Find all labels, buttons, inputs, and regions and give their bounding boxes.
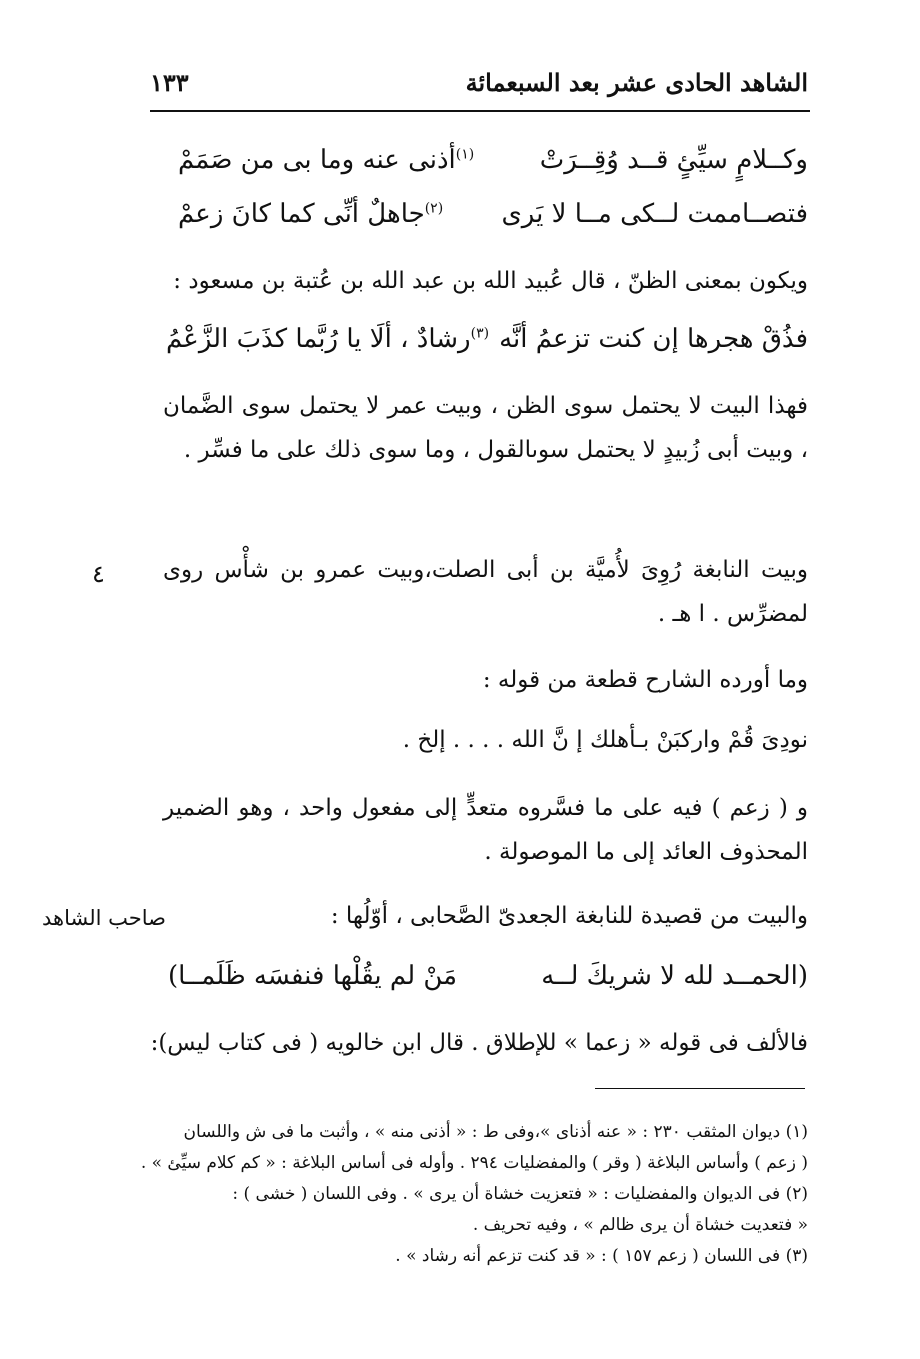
margin-number: ٤	[92, 560, 105, 588]
paragraph-grammar: و ( زعم ) فيه على ما فسَّروه متعدٍّ إلى مفعول واحد ، وهو الضمير المحذوف العائد إلى ما الموصولة .	[163, 795, 808, 865]
verse-4-first-hemistich: (الحمــد لله لا شريكَ لــه	[541, 961, 808, 991]
footnote-1-line-1: (١) ديوان المثقب ٢٣٠ : « عنه أذناى »،وفى ط : « أذنى منه » ، وأثبت ما فى ش واللسان	[183, 1122, 808, 1142]
footnote-3: (٣) فى اللسان ( زعم ١٥٧ ) : « قد كنت تزعم أنه رشاد » .	[395, 1246, 808, 1266]
footnote-rule	[595, 1088, 805, 1089]
margin-label: صاحب الشاهد	[42, 906, 166, 930]
verse-2-second-hemistich	[178, 199, 443, 229]
verse-2-second-text: جاهلٌ أنِّى كما كانَ زعمْ	[178, 199, 425, 229]
quoted-fragment: نودِىَ قُمْ واركبَنْ بـأهلك إ نَّ الله . . . . إلخ .	[402, 727, 808, 753]
footnote-2-line-2: « فتعديت خشاة أن يرى ظالم » ، وفيه تحريف .	[472, 1215, 808, 1235]
header-rule	[150, 110, 810, 112]
verse-4-second-hemistich: مَنْ لم يقُلْها فنفسَه ظَلَمــا)	[168, 961, 458, 991]
poem-source-line: والبيت من قصيدة للنابغة الجعدىّ الصَّحابى ، أوّلُها :	[330, 903, 808, 929]
footnote-2-line-1: (٢) فى الديوان والمفضليات : « فتعزيت خشاة أن يرى » . وفى اللسان ( خشى ) :	[232, 1184, 808, 1204]
verse-2-note: (٢)	[424, 200, 444, 217]
paragraph-2: وبيت النابغة رُوِىَ لأُميَّة بن أبى الصلت،وبيت عمرو بن شأْس روى لمضرِّس . ا هـ .	[163, 557, 808, 627]
verse-1-second-text: أذنى عنه وما بى من صَمَمْ	[178, 145, 456, 175]
verse-3-second-hemistich	[166, 324, 489, 354]
verse-3-note: (٣)	[470, 325, 490, 342]
verse-1-first-hemistich: وكــلامٍ سيِّئٍ قــد وُقِــرَتْ	[539, 145, 808, 175]
verse-1-second-hemistich	[178, 145, 474, 175]
intro-line: ويكون بمعنى الظنّ ، قال عُبيد الله بن عبد الله بن عُتبة بن مسعود :	[173, 268, 808, 294]
verse-3-second-text: رشادٌ ، ألَا يا رُبَّما كذَبَ الزَّعْمُ	[166, 324, 471, 354]
verse-2-first-hemistich: فتصــاممت لــكى مــا لا يَرى	[501, 199, 808, 229]
paragraph-1: فهذا البيت لا يحتمل سوى الظن ، وبيت عمر لا يحتمل سوى الضَّمان ، وبيت أبى زُبيدٍ لا يحتمل سوىالقول ، وما سوى ذلك على ما فسِّر .	[163, 393, 808, 463]
verse-1-note: (١)	[455, 146, 475, 163]
running-head-title: الشاهد الحادى عشر بعد السبعمائة	[465, 68, 808, 97]
verse-3-first-hemistich: فذُقْ هجرها إن كنت تزعمُ أنَّه	[499, 324, 808, 354]
quote-intro-line: وما أورده الشارح قطعة من قوله :	[482, 667, 808, 693]
alif-note-line: فالألف فى قوله « زعما » للإطلاق . قال ابن خالويه ( فى كتاب ليس):	[150, 1030, 808, 1056]
footnote-1-line-2: ( زعم ) وأساس البلاغة ( وقر ) والمفضليات ٢٩٤ . وأوله فى أساس البلاغة : « كم كلام سيِّئ » .	[140, 1153, 808, 1173]
page-number: ١٣٣	[150, 68, 189, 97]
